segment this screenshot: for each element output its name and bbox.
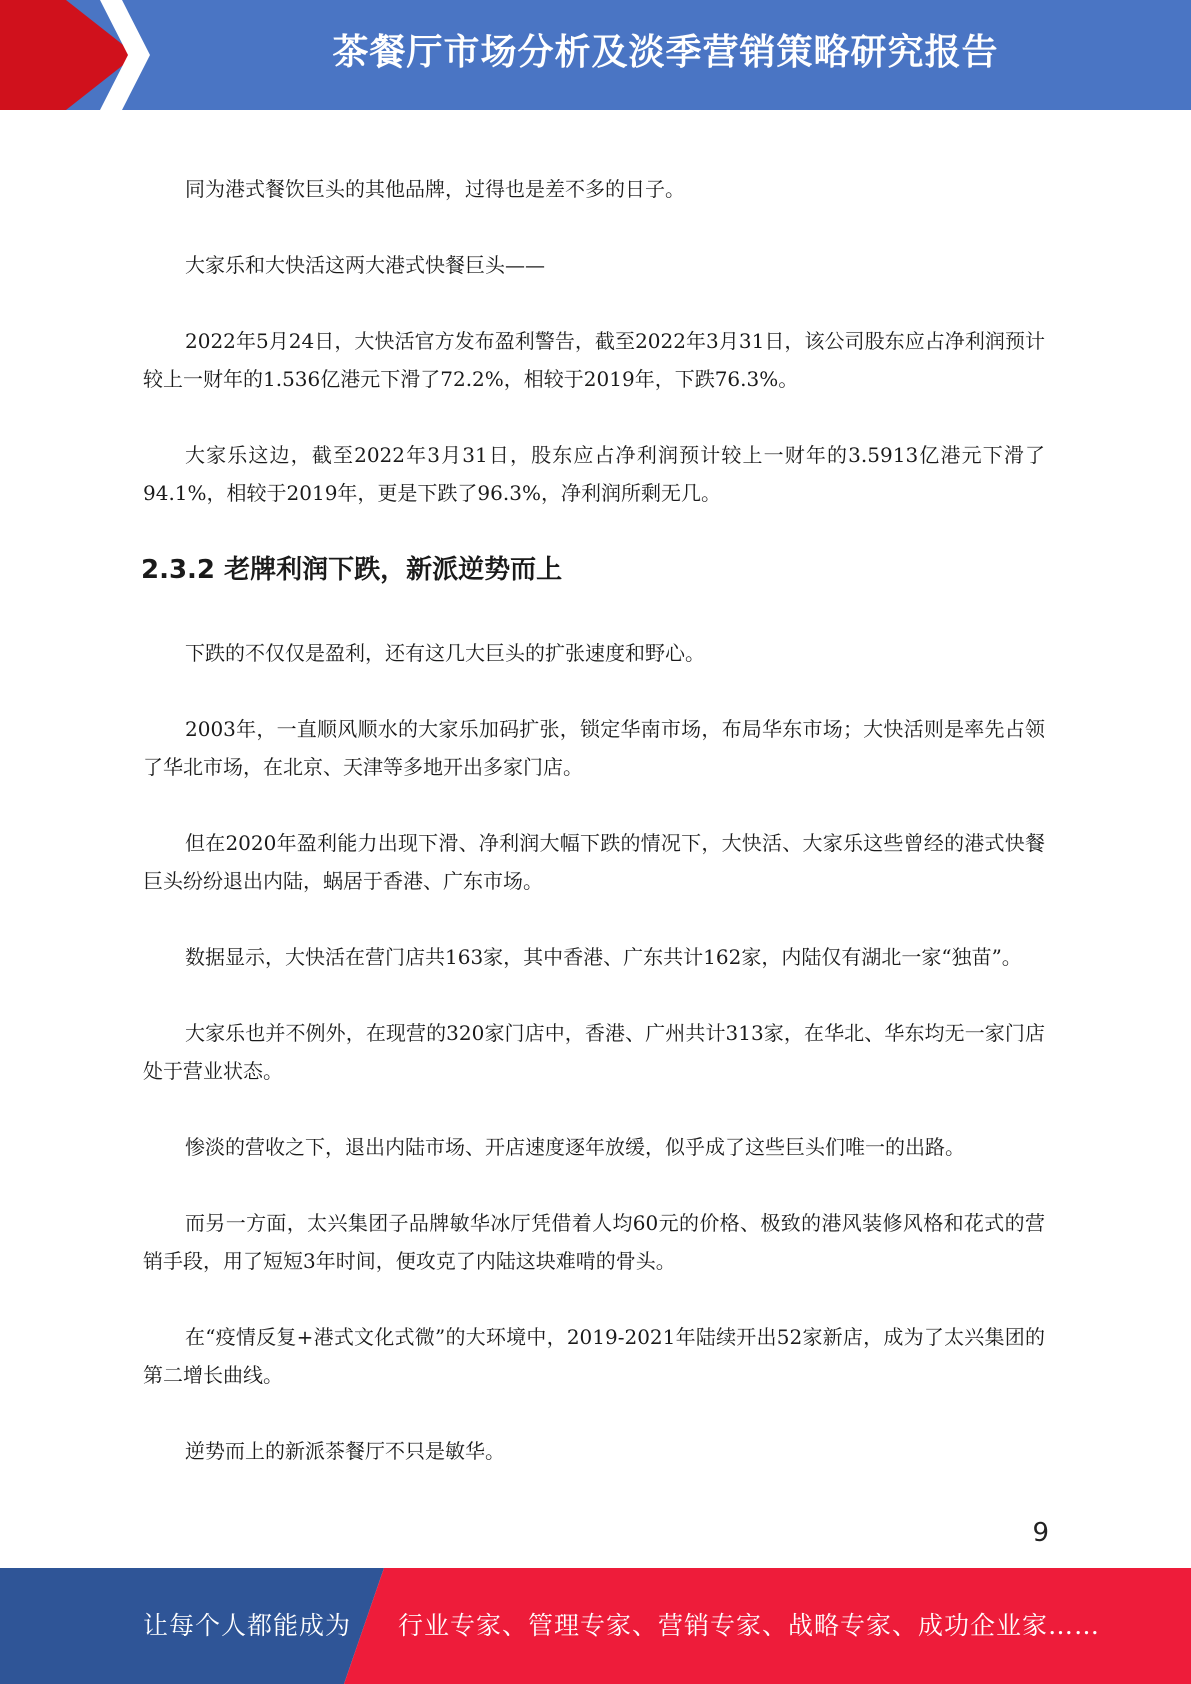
paragraph: 惨淡的营收之下，退出内陆市场、开店速度逐年放缓，似乎成了这些巨头们唯一的出路。	[185, 1135, 965, 1159]
page-number: 9	[1032, 1518, 1049, 1548]
document-body	[143, 170, 1045, 1508]
header-arrow-decoration	[0, 0, 170, 110]
page-header	[0, 0, 1191, 110]
paragraph: 大家乐这边，截至2022年3月31日，股东应占净利润预计较上一财年的3.5913亿港元下滑了94.1%，相较于2019年，更是下跌了96.3%，净利润所剩无几。	[143, 443, 1045, 505]
paragraph: 而另一方面，太兴集团子品牌敏华冰厅凭借着人均60元的价格、极致的港风装修风格和花式的营销手段，用了短短3年时间，便攻克了内陆这块难啃的骨头。	[143, 1211, 1045, 1273]
paragraph: 数据显示，大快活在营门店共163家，其中香港、广东共计162家，内陆仅有湖北一家“独苗”。	[185, 945, 1022, 969]
paragraph: 下跌的不仅仅是盈利，还有这几大巨头的扩张速度和野心。	[185, 641, 705, 665]
paragraph: 逆势而上的新派茶餐厅不只是敏华。	[185, 1439, 505, 1463]
footer-slogan-left: 让每个人都能成为	[143, 1611, 352, 1640]
paragraph: 在“疫情反复+港式文化式微”的大环境中，2019-2021年陆续开出52家新店，成为了太兴集团的第二增长曲线。	[143, 1325, 1045, 1387]
section-heading: 2.3.2 老牌利润下跌，新派逆势而上	[141, 555, 563, 585]
report-title: 茶餐厅市场分析及淡季营销策略研究报告	[332, 32, 999, 73]
paragraph: 大家乐和大快活这两大港式快餐巨头——	[185, 253, 545, 277]
paragraph: 但在2020年盈利能力出现下滑、净利润大幅下跌的情况下，大快活、大家乐这些曾经的港式快餐巨头纷纷退出内陆，蜗居于香港、广东市场。	[143, 831, 1045, 893]
paragraph: 2022年5月24日，大快活官方发布盈利警告，截至2022年3月31日，该公司股东应占净利润预计较上一财年的1.536亿港元下滑了72.2%，相较于2019年，下跌76.3%。	[143, 329, 1045, 391]
page-footer	[0, 1568, 1191, 1684]
paragraph: 大家乐也并不例外，在现营的320家门店中，香港、广州共计313家，在华北、华东均无一家门店处于营业状态。	[143, 1021, 1045, 1083]
paragraph: 2003年，一直顺风顺水的大家乐加码扩张，锁定华南市场，布局华东市场；大快活则是率先占领了华北市场，在北京、天津等多地开出多家门店。	[143, 717, 1045, 779]
paragraph: 同为港式餐饮巨头的其他品牌，过得也是差不多的日子。	[185, 177, 685, 201]
footer-slogan-right: 行业专家、管理专家、营销专家、战略专家、成功企业家……	[398, 1611, 1101, 1640]
